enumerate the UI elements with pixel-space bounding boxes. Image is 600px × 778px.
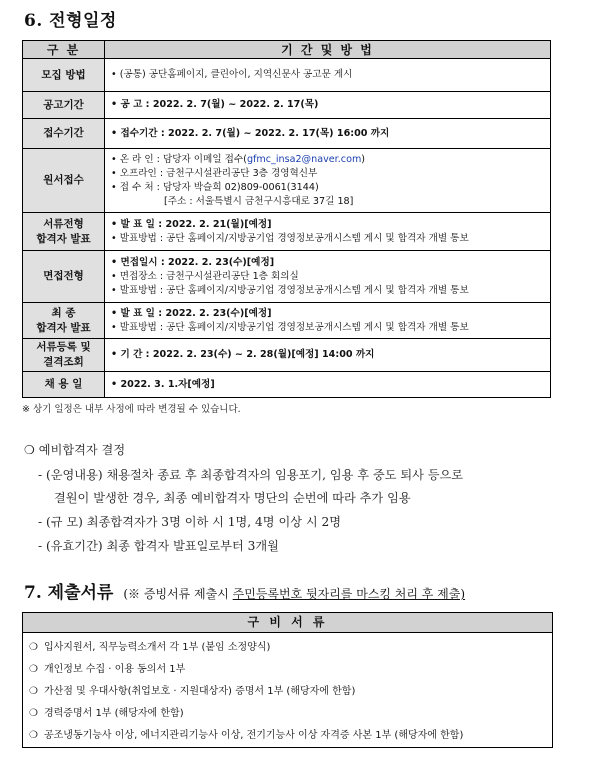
- list-item: ❍ 입사지원서, 직무능력소개서 각 1부 (붙임 소정양식): [29, 642, 271, 653]
- row-label: 채 용 일: [23, 372, 105, 398]
- offline-line: • 오프라인 : 금천구시설관리공단 3층 경영혁신부: [111, 167, 318, 179]
- row-value: [105, 149, 551, 213]
- online-line: • 온 라 인 : 담당자 이메일 접수(gfmc_insa2@naver.com): [111, 153, 366, 165]
- row-value: • 공 고 : 2022. 2. 7(월) ~ 2022. 2. 17(목): [105, 92, 551, 119]
- table-row: [23, 59, 551, 92]
- row-label: 최 종 합격자 발표: [23, 303, 105, 339]
- row-value: • 2022. 3. 1.자[예정]: [105, 372, 551, 398]
- reserve-line: - (규 모) 최종합격자가 3명 이하 시 1명, 4명 이상 시 2명: [38, 515, 342, 529]
- table-header-row: [23, 41, 551, 59]
- row-value: • 접수기간 : 2022. 2. 7(월) ~ 2022. 2. 17(목) 16:00 까지: [105, 119, 551, 149]
- section7-note: (※ 증빙서류 제출시 주민등록번호 뒷자리를 마스킹 처리 후 제출): [123, 587, 466, 601]
- table-row: [23, 213, 551, 251]
- contact-line: • 접 수 처 : 담당자 박슬희 02)809-0061(3144): [111, 181, 319, 193]
- header-period-method: 기 간 및 방 법: [105, 41, 551, 59]
- address-line: [주소 : 서울특별시 금천구시흥대로 37길 18]: [164, 195, 354, 207]
- list-item: ❍ 가산점 및 우대사항(취업보호 · 지원대상자) 증명서 1부 (해당자에 한함): [29, 686, 356, 697]
- reserve-title: ❍ 예비합격자 결정: [24, 443, 126, 457]
- row-value: • 기 간 : 2022. 2. 23(수) ~ 2. 28(월)[예정] 14:00 까지: [105, 339, 551, 372]
- row-value: • (공통) 공단홈페이지, 클린아이, 지역신문사 공고문 게시: [105, 59, 551, 92]
- circle-bullet-icon: ❍: [29, 642, 38, 653]
- row-value: • 발 표 일 : 2022. 2. 23(수)[예정] • 발표방법 : 공단 홈페이지/지방공기업 경영정보공개시스템 게시 및 합격자 개별 통보: [105, 303, 551, 339]
- row-label: 모집 방법: [23, 59, 105, 92]
- row-label: 원서접수: [23, 149, 105, 213]
- header-category: 구 분: [23, 41, 105, 59]
- circle-bullet-icon: ❍: [29, 730, 38, 741]
- list-item: ❍ 경력증명서 1부 (해당자에 한함): [29, 708, 184, 719]
- circle-bullet-icon: ❍: [29, 708, 38, 719]
- circle-bullet-icon: ❍: [29, 664, 38, 675]
- list-item: ❍ 공조냉동기능사 이상, 에너지관리기능사 이상, 전기기능사 이상 자격증 사본 1부 (해당자에 한함): [29, 730, 464, 741]
- row-value: • 발 표 일 : 2022. 2. 21(월)[예정] • 발표방법 : 공단 홈페이지/지방공기업 경영정보공개시스템 게시 및 합격자 개별 통보: [105, 213, 551, 251]
- table-row: [23, 251, 551, 303]
- table-row: [23, 372, 551, 398]
- table-row: [23, 92, 551, 119]
- schedule-note: ※ 상기 일정은 내부 사정에 따라 변경될 수 있습니다.: [22, 404, 241, 415]
- row-label: 접수기간: [23, 119, 105, 149]
- reserve-line: - (유효기간) 최종 합격자 발표일로부터 3개월: [38, 539, 279, 553]
- section6-title: 6. 전형일정: [24, 11, 117, 31]
- table-row: [23, 303, 551, 339]
- section7-title: 7. 제출서류 (※ 증빙서류 제출시 주민등록번호 뒷자리를 마스킹 처리 후 제출): [24, 583, 466, 603]
- row-label: 면접전형: [23, 251, 105, 303]
- schedule-table: [22, 40, 551, 398]
- email-link[interactable]: gfmc_insa2@naver.com: [246, 153, 362, 165]
- reserve-line: - (운영내용) 채용절차 종료 후 최종합격자의 임용포기, 임용 후 중도 퇴사 등으로: [38, 468, 464, 482]
- row-label: 서류전형 합격자 발표: [23, 213, 105, 251]
- table-row: [23, 119, 551, 149]
- row-label: 서류등록 및 결격조회: [23, 339, 105, 372]
- table-row: [23, 339, 551, 372]
- documents-header: 구 비 서 류: [23, 613, 552, 633]
- circle-bullet-icon: ❍: [29, 686, 38, 697]
- list-item: ❍ 개인정보 수집 · 이용 동의서 1부: [29, 664, 186, 675]
- row-label: 공고기간: [23, 92, 105, 119]
- table-row: [23, 149, 551, 213]
- reserve-line: 결원이 발생한 경우, 최종 예비합격자 명단의 순번에 따라 추가 임용: [54, 491, 411, 505]
- documents-table: [22, 612, 553, 748]
- row-value: • 면접일시 : 2022. 2. 23(수)[예정] • 면접장소 : 금천구시설관리공단 1층 회의실 • 발표방법 : 공단 홈페이지/지방공기업 경영정보공개시스템 게시 및 합격자 개별 통보: [105, 251, 551, 303]
